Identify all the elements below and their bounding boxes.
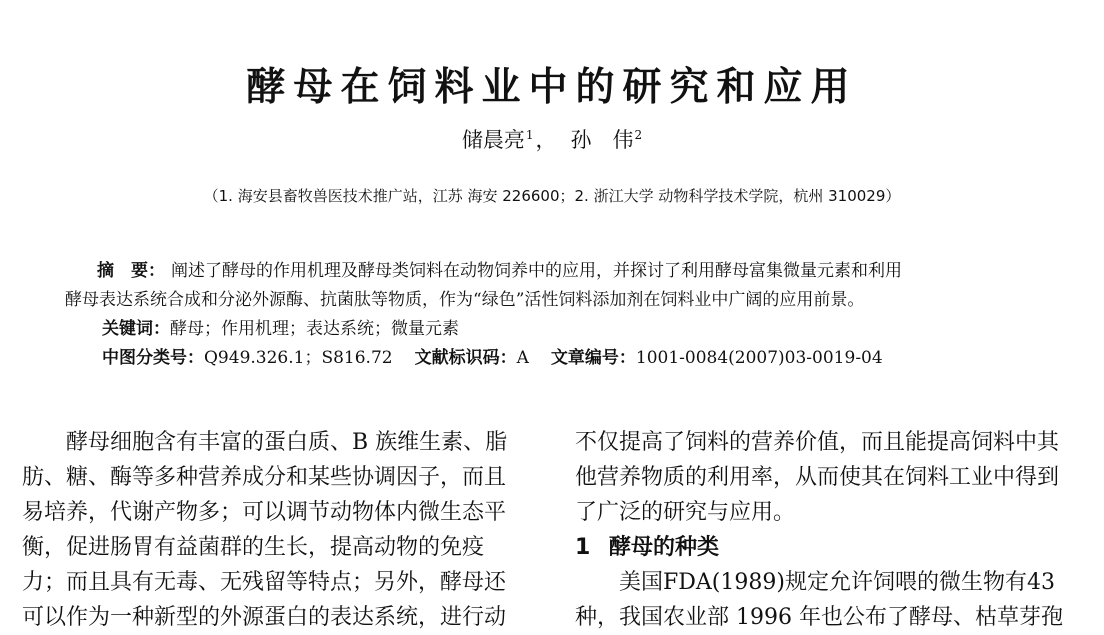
abstract-text-1: 阐述了酵母的作用机理及酵母类饲料在动物饲养中的应用，并探讨了利用酵母富集微量元素和利用 [171, 261, 902, 281]
classification-line [65, 344, 1040, 373]
article-number-value: 1001-0084(2007)03-0019-04 [635, 348, 883, 368]
document-code-value: A [516, 348, 529, 368]
document-code-label: 文献标识码： [414, 348, 517, 368]
body-right-line: 美国FDA(1989)规定允许饲喂的微生物有43 [619, 570, 1055, 595]
abstract-line-2: 酵母表达系统合成和分泌外源酶、抗菌肽等物质，作为“绿色”活性饲料添加剂在饲料业中广阔的应用前景。 [65, 290, 865, 310]
body-right-line: 他营养物质的利用率，从而使其在饲料工业中得到 [575, 465, 1060, 490]
body-right-line: 了广泛的研究与应用。 [575, 500, 796, 525]
section-number: 1 [575, 535, 591, 560]
abstract-line-1 [65, 257, 1040, 286]
author-1-affiliation-marker: 1 [525, 128, 534, 142]
body-left-line: 可以作为一种新型的外源蛋白的表达系统，进行动 [22, 605, 507, 630]
section-title: 酵母的种类 [609, 535, 720, 560]
author-2-affiliation-marker: 2 [634, 128, 643, 142]
article-title: 酵母在饲料业中的研究和应用 [246, 65, 858, 111]
keywords-label: 关键词： [102, 319, 170, 339]
keywords-line [65, 315, 1040, 344]
body-left-column [22, 425, 522, 635]
article-number-label: 文章编号： [550, 348, 636, 368]
clc-value: Q949.326.1；S816.72 [204, 348, 393, 368]
body-right-line: 种，我国农业部 1996 年也公布了酵母、枯草芽孢 [575, 605, 1063, 630]
author-separator: ， [535, 128, 557, 152]
author-2-name: 孙 伟 [570, 128, 634, 152]
body-right-column [575, 425, 1075, 635]
section-heading [575, 530, 1075, 565]
body-left-line: 肪、糖、酶等多种营养成分和某些协调因子，而且 [22, 465, 507, 490]
clc-label: 中图分类号： [102, 348, 204, 368]
keywords-value: 酵母；作用机理；表达系统；微量元素 [170, 319, 459, 339]
abstract-block [65, 257, 1040, 373]
author-1-name: 储晨亮 [461, 128, 525, 152]
body-left-line: 衡，促进肠胃有益菌群的生长，提高动物的免疫 [22, 535, 485, 560]
body-left-line: 酵母细胞含有丰富的蛋白质、B 族维生素、脂 [66, 430, 508, 455]
body-right-line: 不仅提高了饲料的营养价值，而且能提高饲料中其 [575, 430, 1060, 455]
affiliations-line: （1. 海安县畜牧兽医技术推广站，江苏 海安 226600；2. 浙江大学 动物科学技术学院，杭州 310029） [203, 187, 901, 205]
authors-line [0, 128, 1104, 153]
abstract-label: 摘 要： [97, 261, 165, 281]
body-left-line: 易培养，代谢产物多；可以调节动物体内微生态平 [22, 500, 507, 525]
body-left-line: 力；而且具有无毒、无残留等特点；另外，酵母还 [22, 570, 507, 595]
